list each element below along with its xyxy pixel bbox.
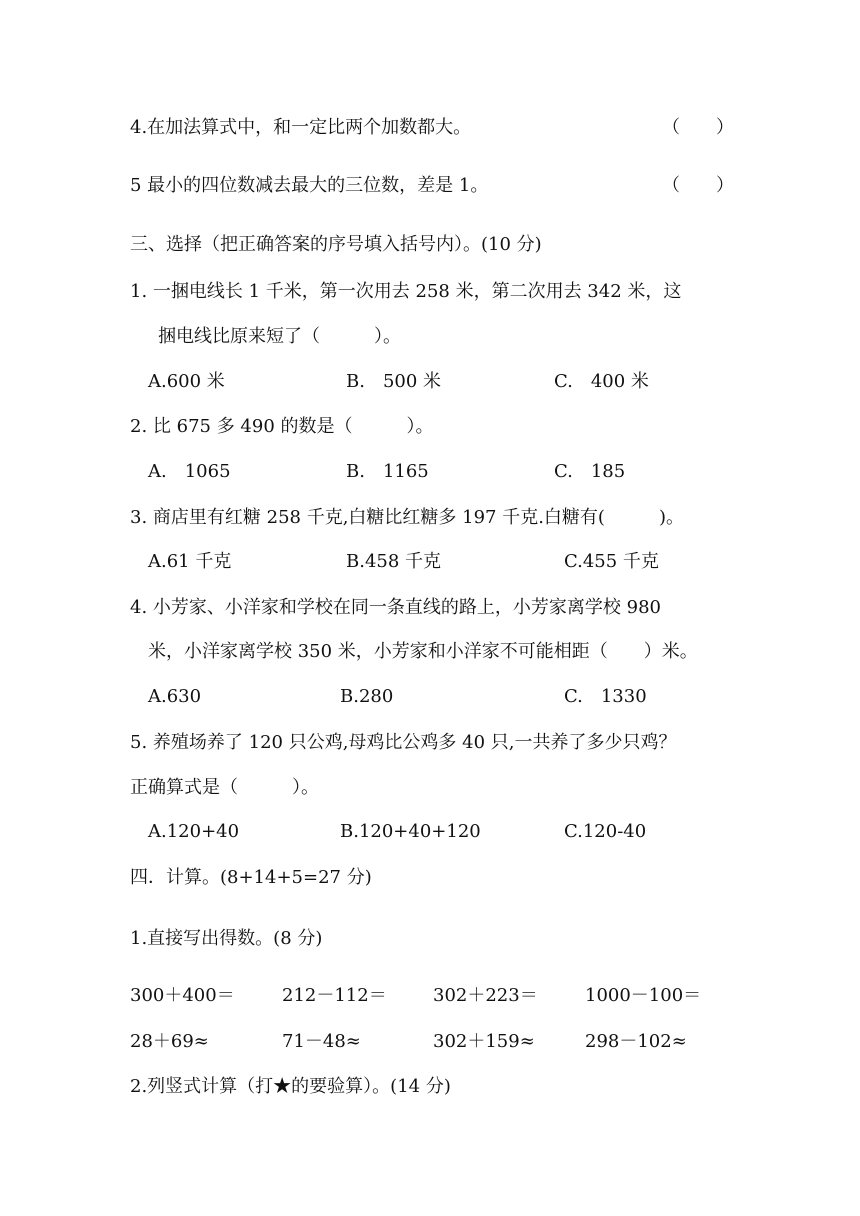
- question-1-option-a: A.600 米: [148, 371, 225, 392]
- question-3-option-c: C.455 千克: [564, 551, 659, 572]
- question-5-option-b: B.120+40+120: [340, 821, 481, 842]
- calc-1-2: 212－112＝: [282, 985, 387, 1006]
- answer-paren-4: （ ）: [662, 117, 734, 138]
- answer-paren-5: （ ）: [662, 175, 734, 196]
- calc-2-4: 298－102≈: [585, 1031, 687, 1052]
- calc-1-3: 302＋223＝: [433, 985, 538, 1006]
- judgement-item-5: 5 最小的四位数减去最大的三位数，差是 1。: [130, 175, 489, 196]
- question-5-line-1: 5. 养殖场养了 120 只公鸡,母鸡比公鸡多 40 只,一共养了多少只鸡？: [130, 732, 677, 753]
- question-4-line-2: 米，小洋家离学校 350 米，小芳家和小洋家不可能相距（ ）米。: [148, 641, 698, 662]
- judgement-item-4: 4.在加法算式中，和一定比两个加数都大。: [130, 117, 472, 138]
- question-2-option-a: A. 1065: [148, 461, 231, 482]
- question-3-line-1: 3. 商店里有红糖 258 千克,白糖比红糖多 197 千克.白糖有( )。: [130, 507, 684, 528]
- question-5-line-2: 正确算式是（ ）。: [130, 777, 319, 798]
- question-2-option-c: C. 185: [554, 461, 626, 482]
- question-1-line-2: 捆电线比原来短了（ ）。: [158, 326, 401, 347]
- question-1-option-b: B. 500 米: [346, 371, 442, 392]
- question-4-option-b: B.280: [340, 686, 394, 707]
- section-4-sub-2: 2.列竖式计算（打★的要验算）。(14 分): [130, 1076, 451, 1097]
- calc-1-4: 1000－100＝: [585, 985, 702, 1006]
- question-4-option-c: C. 1330: [564, 686, 647, 707]
- question-4-option-a: A.630: [148, 686, 202, 707]
- question-5-option-c: C.120-40: [564, 821, 647, 842]
- question-1-line-1: 1. 一捆电线长 1 千米，第一次用去 258 米，第二次用去 342 米，这: [130, 281, 682, 302]
- question-2-option-b: B. 1165: [346, 461, 429, 482]
- question-3-option-b: B.458 千克: [346, 551, 442, 572]
- question-1-option-c: C. 400 米: [554, 371, 649, 392]
- calc-1-1: 300＋400＝: [130, 985, 235, 1006]
- calc-2-3: 302＋159≈: [433, 1031, 535, 1052]
- calc-2-2: 71－48≈: [282, 1031, 361, 1052]
- question-4-line-1: 4. 小芳家、小洋家和学校在同一条直线的路上，小芳家离学校 980: [130, 597, 661, 618]
- section-4-title: 四．计算。(8+14+5=27 分): [130, 867, 372, 888]
- question-3-option-a: A.61 千克: [148, 551, 232, 572]
- question-2-line-1: 2. 比 675 多 490 的数是（ ）。: [130, 416, 434, 437]
- question-5-option-a: A.120+40: [148, 821, 240, 842]
- section-4-sub-1: 1.直接写出得数。(8 分): [130, 928, 323, 949]
- calc-2-1: 28＋69≈: [130, 1031, 209, 1052]
- section-3-title: 三、选择（把正确答案的序号填入括号内）。(10 分): [130, 234, 542, 255]
